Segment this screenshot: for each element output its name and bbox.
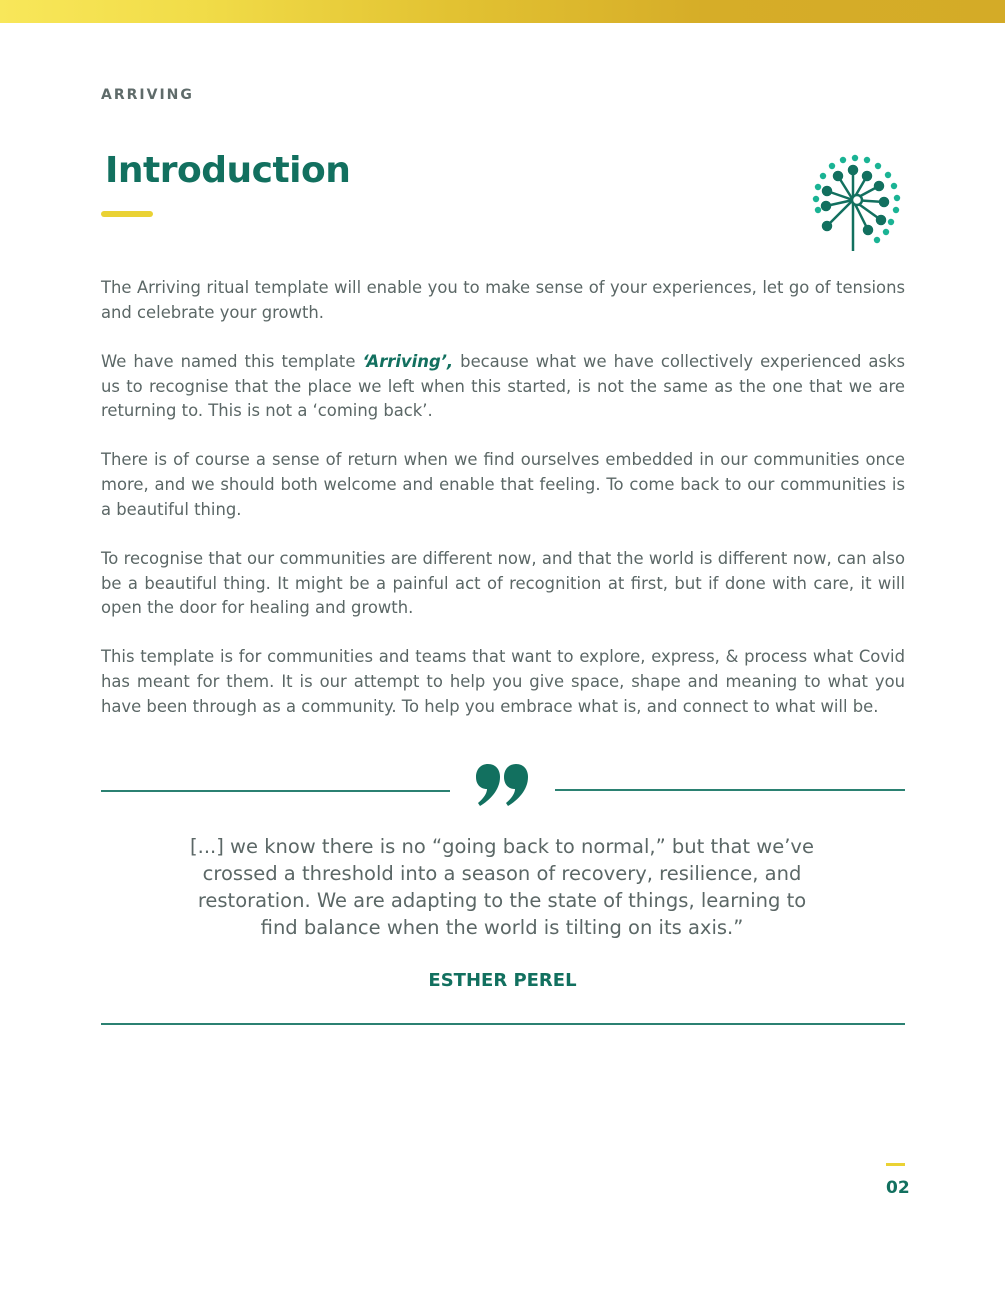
paragraph: This template is for communities and teams that want to explore, express, & process what Covid has meant for them. It is our attempt to help you give space, shape and meaning to what you have been through as a community. To help you embrace what is, and connect to what will be. <box>101 647 905 716</box>
title-underline <box>101 211 153 217</box>
paragraph: To recognise that our communities are different now, and that the world is different now, can also be a beautiful thing. It might be a painful act of recognition at first, but if done with care, it will open the door for healing and growth. <box>101 548 905 618</box>
paragraph-text: We have named this template <box>101 351 363 371</box>
section-label: ARRIVING <box>101 87 194 103</box>
divider-bottom <box>101 1023 905 1025</box>
emphasis-arriving: ‘Arriving’, <box>362 351 454 371</box>
paragraph: The Arriving ritual template will enable you to make sense of your experiences, let go of tensions and celebrate your growth. <box>101 278 905 322</box>
top-gradient-bar <box>0 0 1005 23</box>
quote-text: [...] we know there is no “going back to normal,” but that we’ve crossed a threshold into a season of recovery, resilience, and restoration. We are adapting to the state of things, learning to find balance when the world is tilting on its axis.” <box>190 835 814 939</box>
paragraph <box>101 350 905 424</box>
quote-author: ESTHER PEREL <box>428 970 577 991</box>
quote-mark-icon <box>474 760 530 810</box>
divider-left <box>101 790 450 792</box>
page-title: Introduction <box>105 150 351 191</box>
dandelion-logo-icon <box>805 148 905 256</box>
paragraph: There is of course a sense of return when we find ourselves embedded in our communities once more, and we should both welcome and enable that feeling. To come back to our communities is a beautiful thing. <box>101 450 905 519</box>
page-number-accent <box>886 1163 905 1166</box>
page-number: 02 <box>886 1178 910 1198</box>
paragraph-text: because what we have collectively experienced asks us to recognise that the place we left when this started, is not the same as the one that we are returning to. This is not a ‘coming back’. <box>101 351 905 421</box>
intro-body <box>101 276 905 744</box>
divider-right <box>555 789 905 791</box>
